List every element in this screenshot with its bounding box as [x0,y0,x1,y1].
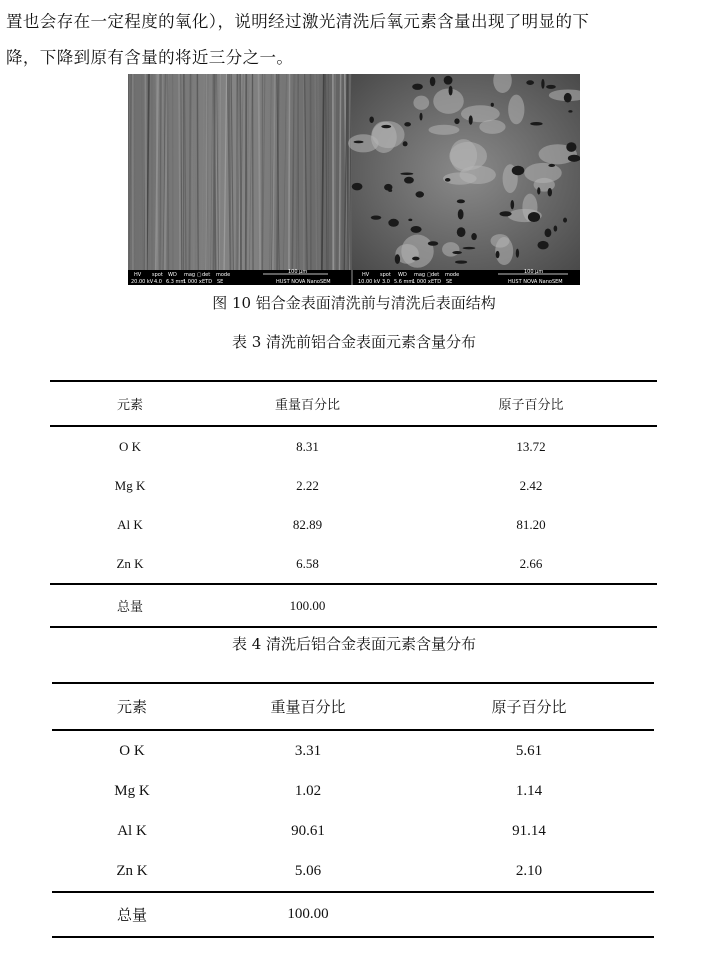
svg-text:SE: SE [446,279,453,285]
table-cell [404,892,654,937]
table-cell: 81.20 [516,516,546,532]
table-cell: 5.61 [515,742,543,759]
svg-text:HV: HV [362,272,370,278]
svg-text:1 000 x: 1 000 x [183,279,202,285]
table-row [52,851,654,892]
table-row [50,466,657,505]
table-cell: Al K [117,516,143,532]
svg-text:100 μm: 100 μm [288,269,308,275]
table4-header-weight: 重量百分比 [212,683,404,730]
paragraph-line-2: 降，下降到原有含量的将近三分之一。 [6,48,294,67]
table-cell: 100.00 [212,892,404,937]
table-cell: 100.00 [210,584,405,627]
svg-text:det: det [431,272,440,278]
table3-header-weight: 重量百分比 [210,381,405,426]
svg-text:10.00 kV: 10.00 kV [358,279,381,285]
table-cell: 90.61 [291,822,325,839]
svg-text:ETD: ETD [431,279,442,285]
svg-text:spot: spot [152,272,163,278]
table4-header-atomic: 原子百分比 [404,683,654,730]
table-cell: Mg K [114,782,150,799]
table-cell: 6.58 [210,544,405,584]
table3-header-row [50,381,657,426]
svg-text:WD: WD [168,272,177,278]
table-cell: 2.22 [296,477,319,493]
table4-header-element: 元素 [52,683,212,730]
body-paragraph [6,4,702,76]
svg-text:WD: WD [398,272,407,278]
table-row [52,771,654,811]
table-cell: 总量 [52,892,212,937]
table3-header-atomic: 原子百分比 [405,381,657,426]
svg-text:SE: SE [217,279,224,285]
table4 [52,682,654,938]
svg-text:4.0: 4.0 [154,279,162,285]
table-cell: 1.02 [294,782,322,799]
svg-text:3.0: 3.0 [382,279,390,285]
table-cell: 2.10 [404,851,654,892]
svg-text:mode: mode [216,272,231,278]
svg-text:spot: spot [380,272,391,278]
table-row [52,811,654,851]
table4-header-row [52,683,654,730]
table-cell: 总量 [50,584,210,627]
svg-text:6.3 mm: 6.3 mm [166,279,186,285]
svg-text:ETD: ETD [202,279,213,285]
svg-text:5.6 mm: 5.6 mm [394,279,414,285]
table-cell: 2.42 [519,477,543,493]
table3-total-row [50,584,657,627]
table-row [50,505,657,544]
svg-text:1 000 x: 1 000 x [412,279,431,285]
table-cell: Al K [117,822,147,839]
svg-text:mag ▢: mag ▢ [414,272,432,278]
table-row [50,544,657,584]
svg-text:20.00 kV: 20.00 kV [131,279,154,285]
table-cell: 13.72 [516,438,546,454]
table-cell: Zn K [50,544,210,584]
table-cell: Zn K [52,851,212,892]
figure-caption: 图 10 铝合金表面清洗前与清洗后表面结构 [212,294,496,312]
table-cell [405,584,657,627]
table-cell: 8.31 [296,438,319,454]
sem-after-image [348,74,580,270]
svg-text:mode: mode [445,272,460,278]
svg-text:mag ▢: mag ▢ [184,272,202,278]
table3 [50,380,657,628]
svg-text:HUST NOVA NanoSEM: HUST NOVA NanoSEM [276,279,331,285]
sem-image-pair [128,74,580,285]
table-row [52,730,654,771]
svg-text:HUST NOVA NanoSEM: HUST NOVA NanoSEM [508,279,563,285]
table-cell: 1.14 [515,782,543,799]
svg-text:det: det [202,272,211,278]
svg-text:100 μm: 100 μm [524,269,544,275]
table-cell: 3.31 [294,742,322,759]
table-cell: 82.89 [292,516,323,532]
svg-text:HV: HV [134,272,142,278]
sem-figure [128,74,580,285]
table-cell: O K [119,742,145,759]
table4-total-row [52,892,654,937]
table-cell: O K [118,438,142,454]
table-cell: 2.66 [405,544,657,584]
table3-caption: 表 3 清洗前铝合金表面元素含量分布 [231,333,477,351]
table-cell: Mg K [114,477,146,493]
paragraph-line-1: 置也会存在一定程度的氧化），说明经过激光清洗后氧元素含量出现了明显的下 [6,12,590,31]
sem-before-image [128,74,352,270]
table-cell: 5.06 [212,851,404,892]
table3-header-element: 元素 [50,381,210,426]
table-cell: 91.14 [512,822,546,839]
table4-caption: 表 4 清洗后铝合金表面元素含量分布 [231,635,477,653]
table-row [50,426,657,466]
